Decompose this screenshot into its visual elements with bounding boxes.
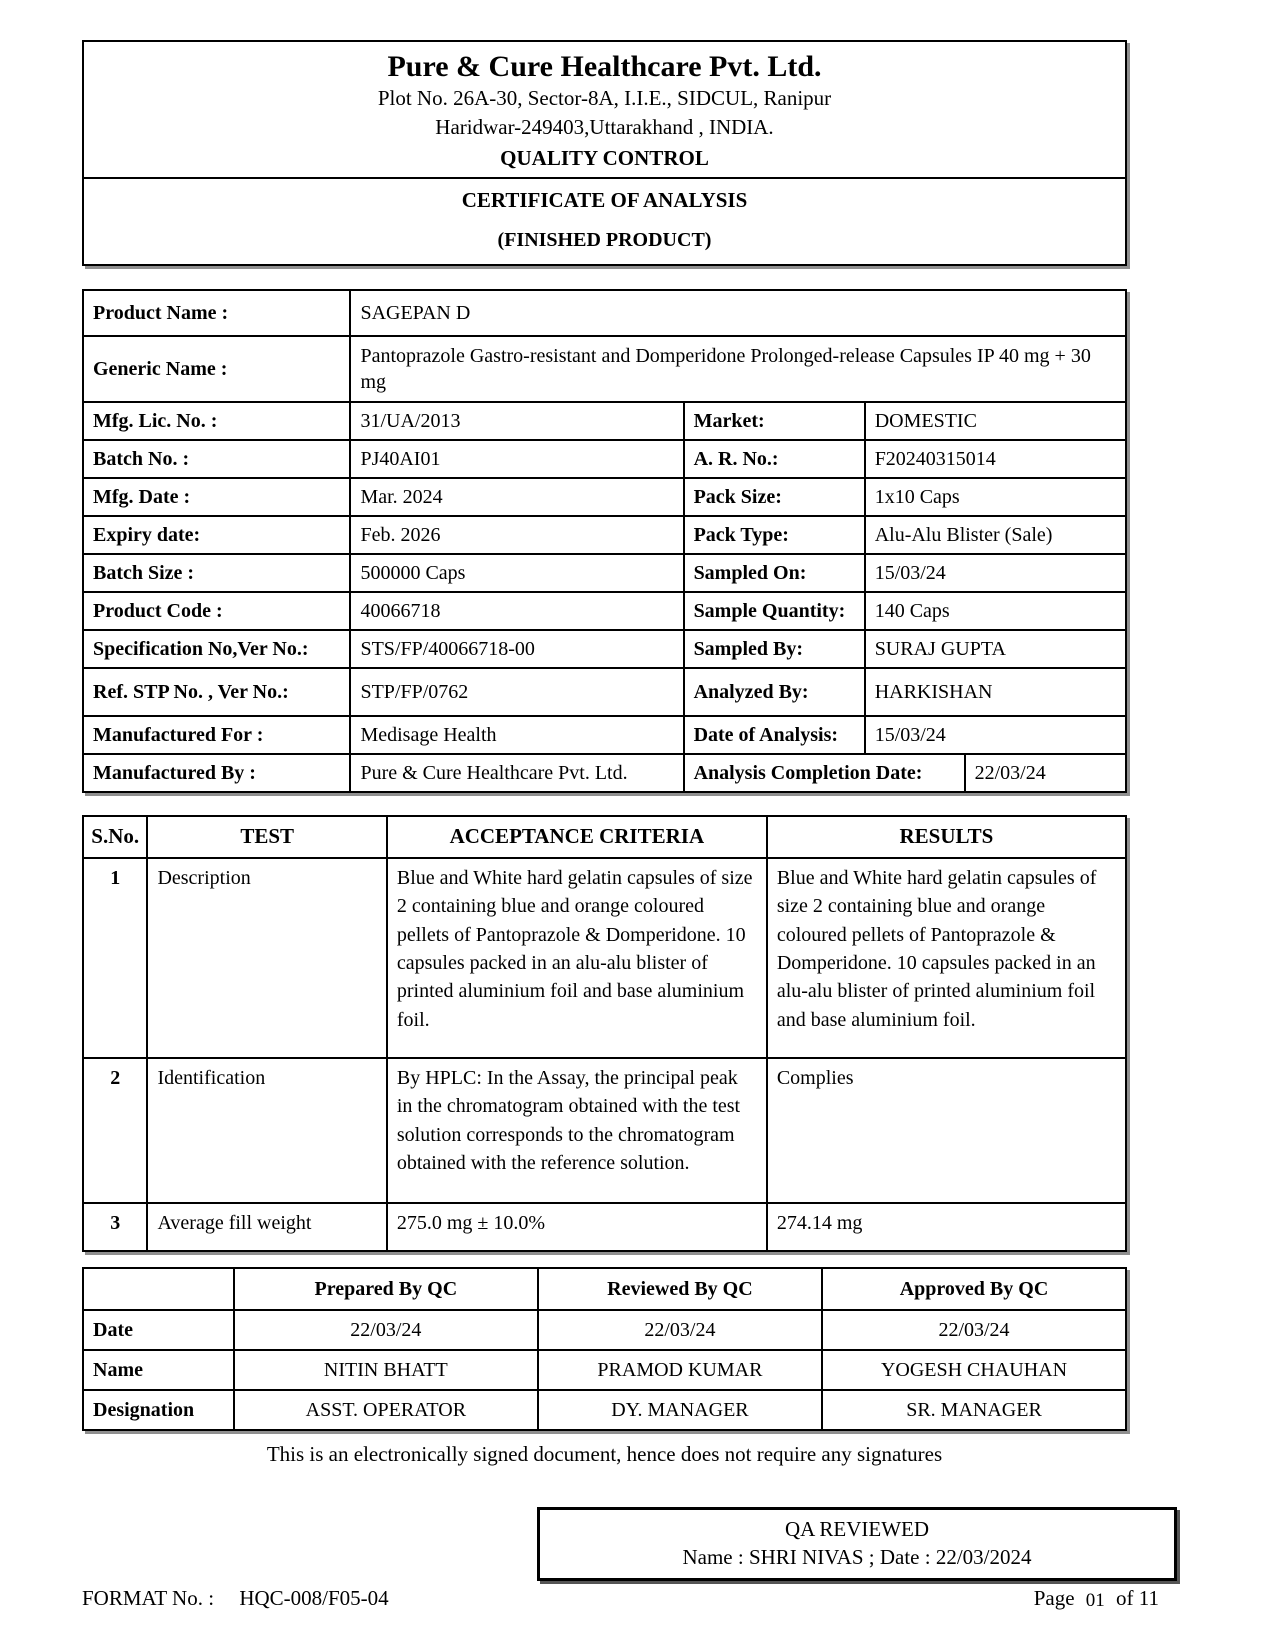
- field-label: A. R. No.:: [683, 441, 864, 477]
- table-row: [84, 335, 1125, 401]
- field-value: F20240315014: [864, 441, 1125, 477]
- field-value: SAGEPAN D: [349, 291, 1125, 335]
- signoff-value: NITIN BHATT: [233, 1351, 537, 1389]
- page-total: of 11: [1116, 1586, 1159, 1611]
- test-name: Description: [146, 859, 385, 1057]
- field-value: STS/FP/40066718-00: [349, 631, 682, 667]
- column-header: [84, 1269, 233, 1309]
- table-row: [84, 401, 1125, 439]
- field-value: 15/03/24: [864, 717, 1125, 753]
- field-value: HARKISHAN: [864, 669, 1125, 715]
- test-sno: 1: [110, 866, 121, 889]
- table-row: [84, 629, 1125, 667]
- test-result: Blue and White hard gelatin capsules of size 2 containing blue and orange coloured pellets of Pantoprazole & Domperidone. 10 capsules packed in an alu-alu blister of printed aluminium foil and base aluminium foil.: [766, 859, 1125, 1057]
- field-value: DOMESTIC: [864, 403, 1125, 439]
- column-header: RESULTS: [766, 817, 1125, 857]
- test-sno: 2: [110, 1066, 121, 1089]
- field-value: 40066718: [349, 593, 682, 629]
- signoff-value: DY. MANAGER: [537, 1391, 821, 1429]
- electronic-signature-note: This is an electronically signed document, hence does not require any signatures: [266, 1441, 943, 1466]
- page-content: [82, 40, 1159, 1612]
- field-label: Ref. STP No. , Ver No.:: [93, 680, 289, 703]
- field-value: 15/03/24: [864, 555, 1125, 591]
- signoff-row-label: Date: [93, 1318, 133, 1341]
- company-address-line1: Plot No. 26A-30, Sector-8A, I.I.E., SIDCUL, Ranipur: [377, 86, 832, 110]
- field-label: Product Name :: [93, 301, 229, 324]
- test-name: Identification: [146, 1059, 385, 1202]
- column-header: ACCEPTANCE CRITERIA: [386, 817, 766, 857]
- field-value: 500000 Caps: [349, 555, 682, 591]
- table-row: [84, 591, 1125, 629]
- field-label: Sampled By:: [683, 631, 864, 667]
- test-result: Complies: [766, 1059, 1125, 1202]
- company-address-line2: Haridwar-249403,Uttarakhand , INDIA.: [435, 115, 774, 140]
- document-title: CERTIFICATE OF ANALYSIS: [461, 187, 748, 212]
- field-label: Manufactured By :: [93, 761, 256, 784]
- field-label: Batch Size :: [93, 561, 195, 584]
- column-header: Prepared By QC: [233, 1269, 537, 1309]
- page-indicator: [1034, 1586, 1159, 1611]
- page-word: Page: [1033, 1586, 1075, 1611]
- field-label: Pack Type:: [683, 517, 864, 553]
- table-row: [84, 753, 1125, 791]
- document-subtitle: (FINISHED PRODUCT): [497, 228, 712, 251]
- table-row: [84, 715, 1125, 753]
- signoff-value: YOGESH CHAUHAN: [821, 1351, 1125, 1389]
- table-row: [84, 477, 1125, 515]
- signoff-value: 22/03/24: [537, 1311, 821, 1349]
- test-name: Average fill weight: [146, 1204, 385, 1250]
- qa-reviewed-stamp: [537, 1507, 1177, 1582]
- format-number-label: FORMAT No. :: [82, 1586, 215, 1611]
- signoff-row-label: Designation: [93, 1398, 195, 1421]
- field-label: Analysis Completion Date:: [683, 755, 964, 791]
- test-criteria: Blue and White hard gelatin capsules of size 2 containing blue and orange coloured pellets of Pantoprazole & Domperidone. 10 capsules packed in an alu-alu blister of printed aluminium foil and base aluminium foil.: [386, 859, 766, 1057]
- qa-reviewed-detail: Name : SHRI NIVAS ; Date : 22/03/2024: [682, 1545, 1032, 1570]
- column-header: TEST: [146, 817, 385, 857]
- table-row: [84, 1202, 1125, 1250]
- field-label: Sample Quantity:: [683, 593, 864, 629]
- company-name: Pure & Cure Healthcare Pvt. Ltd.: [387, 50, 822, 83]
- tests-header-row: [84, 817, 1125, 857]
- field-label: Pack Size:: [683, 479, 864, 515]
- signoff-value: SR. MANAGER: [821, 1391, 1125, 1429]
- department-title: QUALITY CONTROL: [500, 145, 709, 170]
- field-value: PJ40AI01: [349, 441, 682, 477]
- field-label: Manufactured For :: [93, 723, 264, 746]
- field-value: Alu-Alu Blister (Sale): [864, 517, 1125, 553]
- field-label: Sampled On:: [683, 555, 864, 591]
- table-row: [84, 667, 1125, 715]
- table-row: [84, 515, 1125, 553]
- field-value: Feb. 2026: [349, 517, 682, 553]
- tests-table: [82, 815, 1127, 1252]
- test-criteria: 275.0 mg ± 10.0%: [386, 1204, 766, 1250]
- signoff-table: [82, 1267, 1127, 1431]
- field-label: Market:: [683, 403, 864, 439]
- table-row: [84, 1057, 1125, 1202]
- signoff-value: 22/03/24: [821, 1311, 1125, 1349]
- field-label: Mfg. Date :: [93, 485, 191, 508]
- signoff-row-label: Name: [93, 1358, 143, 1381]
- company-header: [84, 42, 1125, 179]
- column-header: S.No.: [91, 824, 140, 849]
- qa-reviewed-title: QA REVIEWED: [784, 1516, 930, 1541]
- test-criteria: By HPLC: In the Assay, the principal peak in the chromatogram obtained with the test solution corresponds to the chromatogram obtained with the reference solution.: [386, 1059, 766, 1202]
- field-value: STP/FP/0762: [349, 669, 682, 715]
- signoff-value: ASST. OPERATOR: [233, 1391, 537, 1429]
- field-value: 140 Caps: [864, 593, 1125, 629]
- table-row: [84, 1309, 1125, 1349]
- table-row: [84, 291, 1125, 335]
- table-row: [84, 439, 1125, 477]
- field-label: Batch No. :: [93, 447, 190, 470]
- signoff-value: 22/03/24: [233, 1311, 537, 1349]
- field-value: 31/UA/2013: [349, 403, 682, 439]
- field-value: SURAJ GUPTA: [864, 631, 1125, 667]
- field-label: Expiry date:: [93, 523, 201, 546]
- column-header: Approved By QC: [821, 1269, 1125, 1309]
- page-number: 01: [1085, 1590, 1105, 1612]
- field-label: Generic Name :: [93, 357, 228, 380]
- test-result: 274.14 mg: [766, 1204, 1125, 1250]
- signoff-value: PRAMOD KUMAR: [537, 1351, 821, 1389]
- field-label: Specification No,Ver No.:: [93, 637, 309, 660]
- column-header: Reviewed By QC: [537, 1269, 821, 1309]
- field-label: Mfg. Lic. No. :: [93, 409, 218, 432]
- product-info-table: [82, 289, 1127, 793]
- format-number-value: HQC-008/F05-04: [239, 1586, 389, 1611]
- signoff-header-row: [84, 1269, 1125, 1309]
- table-row: [84, 1349, 1125, 1389]
- document-title-section: [84, 179, 1125, 264]
- header-box: [82, 40, 1127, 266]
- field-value: 1x10 Caps: [864, 479, 1125, 515]
- format-number: [82, 1586, 389, 1611]
- field-value: Mar. 2024: [349, 479, 682, 515]
- field-value: Pure & Cure Healthcare Pvt. Ltd.: [349, 755, 682, 791]
- test-sno: 3: [110, 1211, 121, 1234]
- table-row: [84, 857, 1125, 1057]
- table-row: [84, 553, 1125, 591]
- field-label: Product Code :: [93, 599, 223, 622]
- table-row: [84, 1389, 1125, 1429]
- page-footer: [82, 1586, 1159, 1612]
- field-value: Medisage Health: [349, 717, 682, 753]
- field-value: Pantoprazole Gastro-resistant and Domperidone Prolonged-release Capsules IP 40 mg + 30 mg: [349, 337, 1125, 401]
- field-value: 22/03/24: [964, 755, 1125, 791]
- field-label: Analyzed By:: [683, 669, 864, 715]
- field-label: Date of Analysis:: [683, 717, 864, 753]
